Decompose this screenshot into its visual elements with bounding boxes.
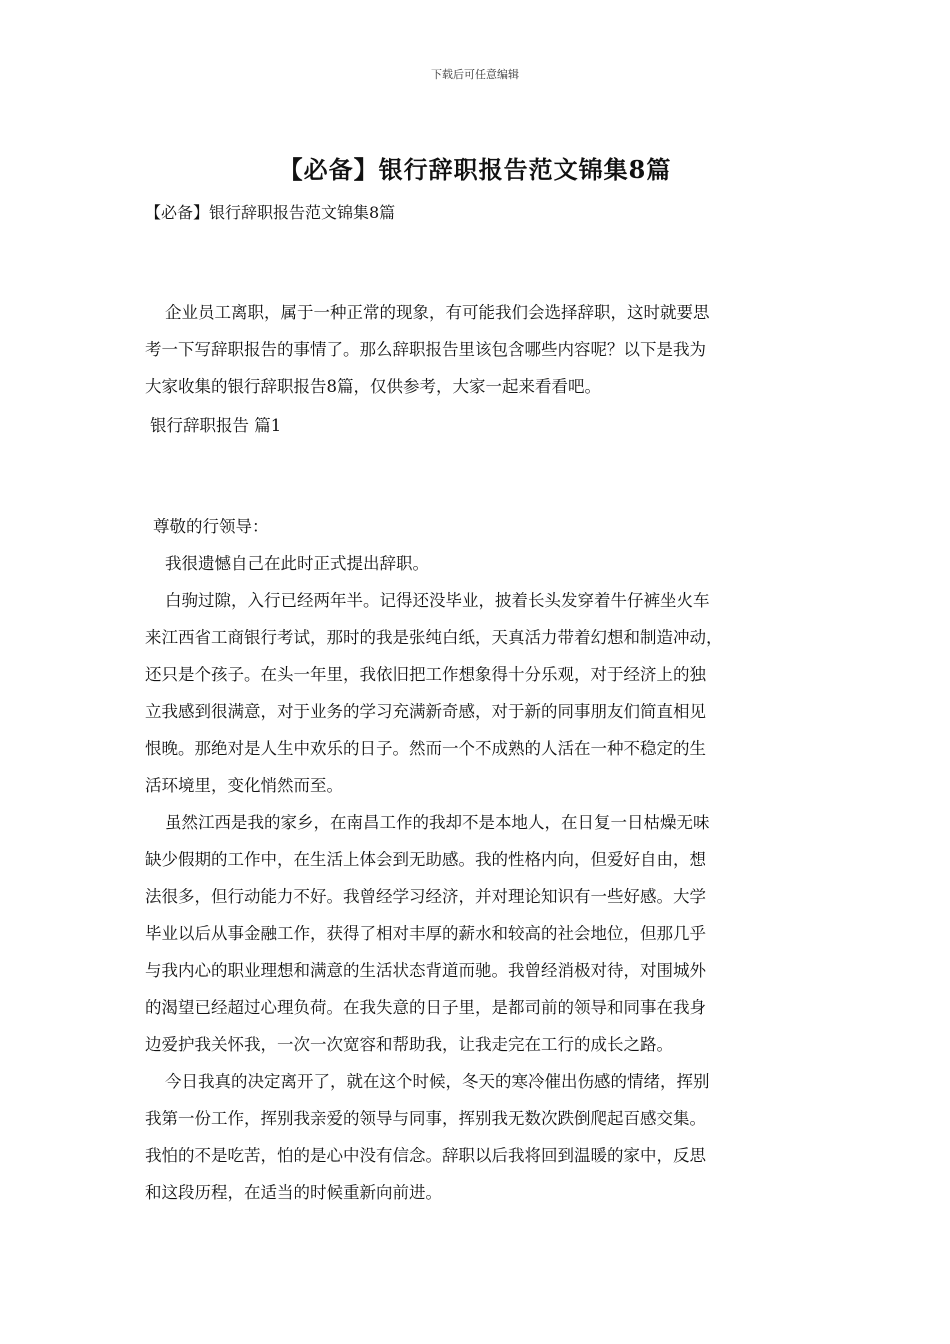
salutation: 尊敬的行领导：: [153, 517, 269, 536]
section-heading: 银行辞职报告 篇1: [150, 416, 282, 435]
opening-line: 我很遗憾自己在此时正式提出辞职。: [165, 554, 429, 573]
paragraph-line: 与我内心的职业理想和满意的生活状态背道而驰。我曾经消极对待，对围城外: [145, 961, 706, 980]
paragraph-line: 的渴望已经超过心理负荷。在我失意的日子里，是都司前的领导和同事在我身: [145, 998, 706, 1017]
paragraph-line: 法很多，但行动能力不好。我曾经学习经济，并对理论知识有一些好感。大学: [145, 887, 706, 906]
paragraph-line: 我怕的不是吃苦，怕的是心中没有信念。辞职以后我将回到温暖的家中，反思: [145, 1146, 706, 1165]
header-note: 下载后可任意编辑: [431, 68, 519, 81]
intro-paragraph: [145, 294, 810, 405]
paragraph-line: 白驹过隙，入行已经两年半。记得还没毕业，披着长头发穿着牛仔裤坐火车: [165, 591, 710, 610]
letter-body: [145, 508, 810, 1211]
paragraph-line: 我第一份工作，挥别我亲爱的领导与同事，挥别我无数次跌倒爬起百感交集。: [145, 1109, 706, 1128]
paragraph-line: 活环境里，变化悄然而至。: [145, 776, 343, 795]
paragraph-line: 边爱护我关怀我，一次一次宽容和帮助我，让我走完在工行的成长之路。: [145, 1035, 673, 1054]
intro-line: 企业员工离职，属于一种正常的现象，有可能我们会选择辞职，这时就要思: [165, 303, 710, 322]
paragraph-line: 来江西省工商银行考试，那时的我是张纯白纸，天真活力带着幻想和制造冲动，: [145, 628, 723, 647]
paragraph-line: 今日我真的决定离开了，就在这个时候，冬天的寒冷催出伤感的情绪，挥别: [165, 1072, 710, 1091]
paragraph-line: 和这段历程，在适当的时候重新向前进。: [145, 1183, 442, 1202]
paragraph-line: 虽然江西是我的家乡，在南昌工作的我却不是本地人，在日复一日枯燥无味: [165, 813, 710, 832]
paragraph-line: 缺少假期的工作中，在生活上体会到无助感。我的性格内向，但爱好自由，想: [145, 850, 706, 869]
paragraph-line: 毕业以后从事金融工作，获得了相对丰厚的薪水和较高的社会地位，但那几乎: [145, 924, 706, 943]
paragraph-line: 恨晚。那绝对是人生中欢乐的日子。然而一个不成熟的人活在一种不稳定的生: [145, 739, 706, 758]
intro-line: 考一下写辞职报告的事情了。那么辞职报告里该包含哪些内容呢？以下是我为: [145, 340, 706, 359]
document-title: 【必备】银行辞职报告范文锦集8篇: [278, 155, 672, 184]
paragraph-line: 立我感到很满意，对于业务的学习充满新奇感，对于新的同事朋友们简直相见: [145, 702, 706, 721]
document-subtitle: 【必备】银行辞职报告范文锦集8篇: [145, 203, 396, 222]
intro-line: 大家收集的银行辞职报告8篇，仅供参考，大家一起来看看吧。: [145, 377, 601, 396]
paragraph-line: 还只是个孩子。在头一年里，我依旧把工作想象得十分乐观，对于经济上的独: [145, 665, 706, 684]
